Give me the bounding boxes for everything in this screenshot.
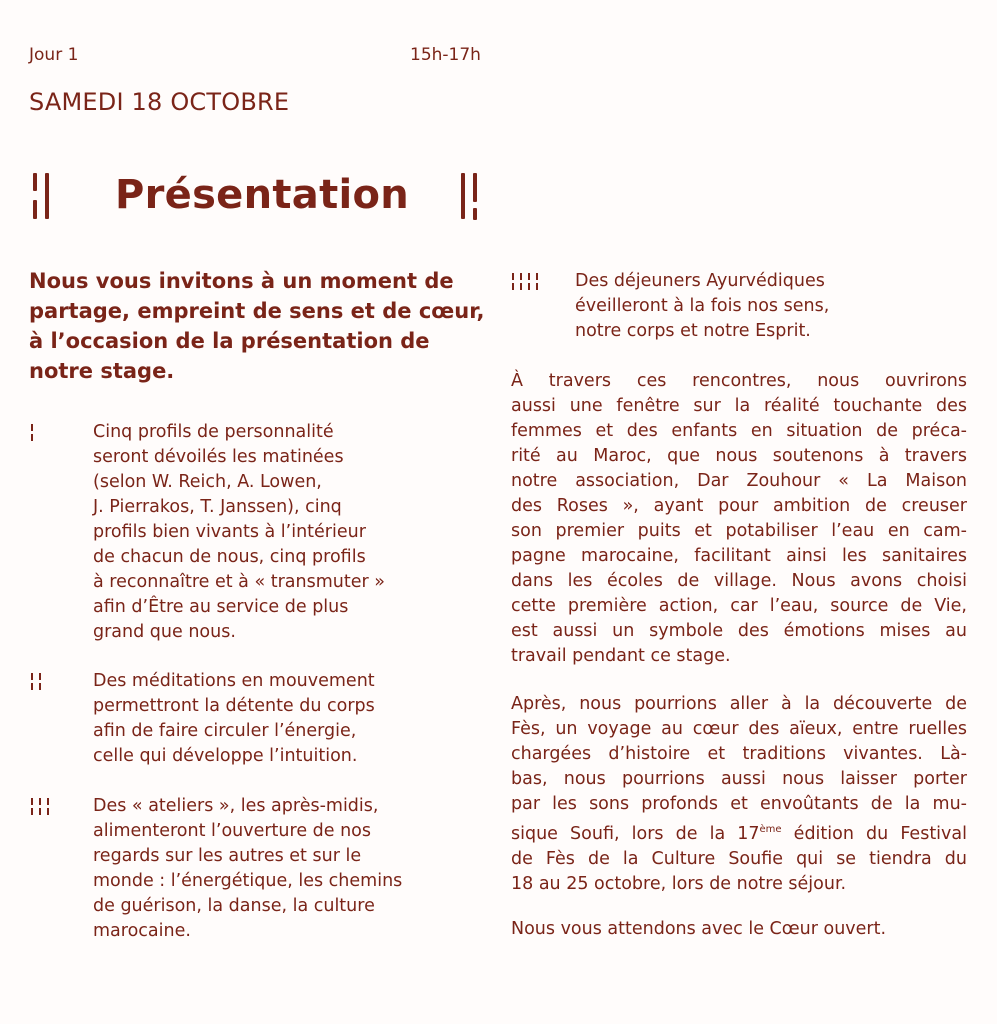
text-line: de chacun de nous, cinq profils [93, 547, 366, 567]
tick-mark-icon [31, 798, 33, 815]
text-line: éveilleront à la fois nos sens, [575, 296, 830, 316]
association-paragraph [511, 369, 967, 669]
closing-line: Nous vous attendons avec le Cœur ouvert. [511, 919, 887, 939]
section-title: Présentation [115, 172, 410, 218]
text-line: Fès, un voyage au cœur des aïeux, entre ruelles [511, 719, 967, 739]
text-line: alimenteront l’ouverture de nos [93, 821, 372, 841]
text-line: de Fès de la Culture Soufie qui se tiendra du [511, 849, 967, 869]
tick-mark-icon [512, 273, 514, 290]
text-line: profils bien vivants à l’intérieur [93, 522, 366, 542]
text-line: bas, nous pourrions aussi nous laisser porter [511, 769, 967, 789]
tick-mark-icon [528, 273, 530, 290]
text-line: par les sons profonds et envoûtants de la mu- [511, 794, 967, 814]
text-line: notre corps et notre Esprit. [575, 321, 811, 341]
text-line: J. Pierrakos, T. Janssen), cinq [93, 497, 342, 517]
text-line: à reconnaître et à « transmuter » [93, 572, 385, 592]
intro-paragraph: Nous vous invitons à un moment de partage, empreint de sens et de cœur, à l’occasion de la présentation de notre stage. [29, 269, 485, 383]
text-line: grand que nous. [93, 622, 236, 642]
text-line: rité au Maroc, que nous soutenons à travers [511, 446, 967, 466]
text-line: celle qui développe l’intuition. [93, 746, 358, 766]
tick-mark-icon [520, 273, 522, 290]
text-line: afin de faire circuler l’énergie, [93, 721, 357, 741]
text-line: chargées d’histoire et traditions vivantes. Là- [511, 744, 967, 764]
fes-paragraph-lines [511, 692, 967, 817]
text-line: des Roses », ayant pour ambition de creuser [511, 496, 967, 516]
fes-paragraph [511, 692, 967, 897]
tick-mark-icon [39, 673, 41, 690]
text-line: regards sur les autres et sur le [93, 846, 362, 866]
list-marker-4-icon [512, 273, 538, 290]
day-label: Jour 1 [29, 45, 79, 65]
tick-mark-icon [47, 798, 49, 815]
tick-mark-icon [536, 273, 538, 290]
list-item [93, 669, 483, 769]
text-line: aussi une fenêtre sur la réalité touchante des [511, 396, 967, 416]
event-date: SAMEDI 18 OCTOBRE [29, 88, 290, 116]
list-item [93, 794, 483, 944]
text-line: dans les écoles de village. Nous avons choisi [511, 571, 967, 591]
festival-text: sique Soufi, lors de la 17 [511, 824, 760, 844]
time-range: 15h-17h [410, 45, 481, 65]
text-line: Des déjeuners Ayurvédiques [575, 271, 825, 291]
text-line: seront dévoilés les matinées [93, 447, 344, 467]
text-line: Des méditations en mouvement [93, 671, 375, 691]
text-line: Après, nous pourrions aller à la découverte de [511, 694, 967, 714]
text-line: de guérison, la danse, la culture [93, 896, 375, 916]
list-item [93, 420, 483, 645]
festival-line [511, 817, 967, 847]
fes-paragraph-end [511, 847, 967, 897]
text-line: son premier puits et potabiliser l’eau en cam- [511, 521, 967, 541]
text-line: notre association, Dar Zouhour « La Maison [511, 471, 967, 491]
text-line: travail pendant ce stage. [511, 646, 731, 666]
festival-text-end: édition du Festival [781, 824, 967, 844]
ordinal-suffix: ème [759, 824, 782, 835]
text-line: afin d’Être au service de plus [93, 597, 349, 617]
list-marker-3-icon [31, 798, 49, 815]
list-marker-2-icon [31, 673, 41, 690]
text-line: 18 au 25 octobre, lors de notre séjour. [511, 874, 847, 894]
tick-mark-icon [31, 673, 33, 690]
double-bar-ornament-icon [461, 173, 477, 219]
text-line: Des « ateliers », les après-midis, [93, 796, 379, 816]
list-marker-1-icon [31, 424, 33, 441]
text-line: Cinq profils de personnalité [93, 422, 334, 442]
tick-mark-icon [39, 798, 41, 815]
double-bar-ornament-icon [33, 173, 49, 219]
text-line: est aussi un symbole des émotions mises au [511, 621, 967, 641]
tick-mark-icon [31, 424, 33, 441]
text-line: À travers ces rencontres, nous ouvrirons [511, 371, 967, 391]
text-line: monde : l’énergétique, les chemins [93, 871, 403, 891]
text-line: pagne marocaine, facilitant ainsi les sanitaires [511, 546, 967, 566]
text-line: marocaine. [93, 921, 191, 941]
text-line: cette première action, car l’eau, source de Vie, [511, 596, 967, 616]
text-line: permettront la détente du corps [93, 696, 375, 716]
text-line: femmes et des enfants en situation de préca- [511, 421, 967, 441]
text-line: (selon W. Reich, A. Lowen, [93, 472, 322, 492]
list-item [575, 269, 935, 344]
